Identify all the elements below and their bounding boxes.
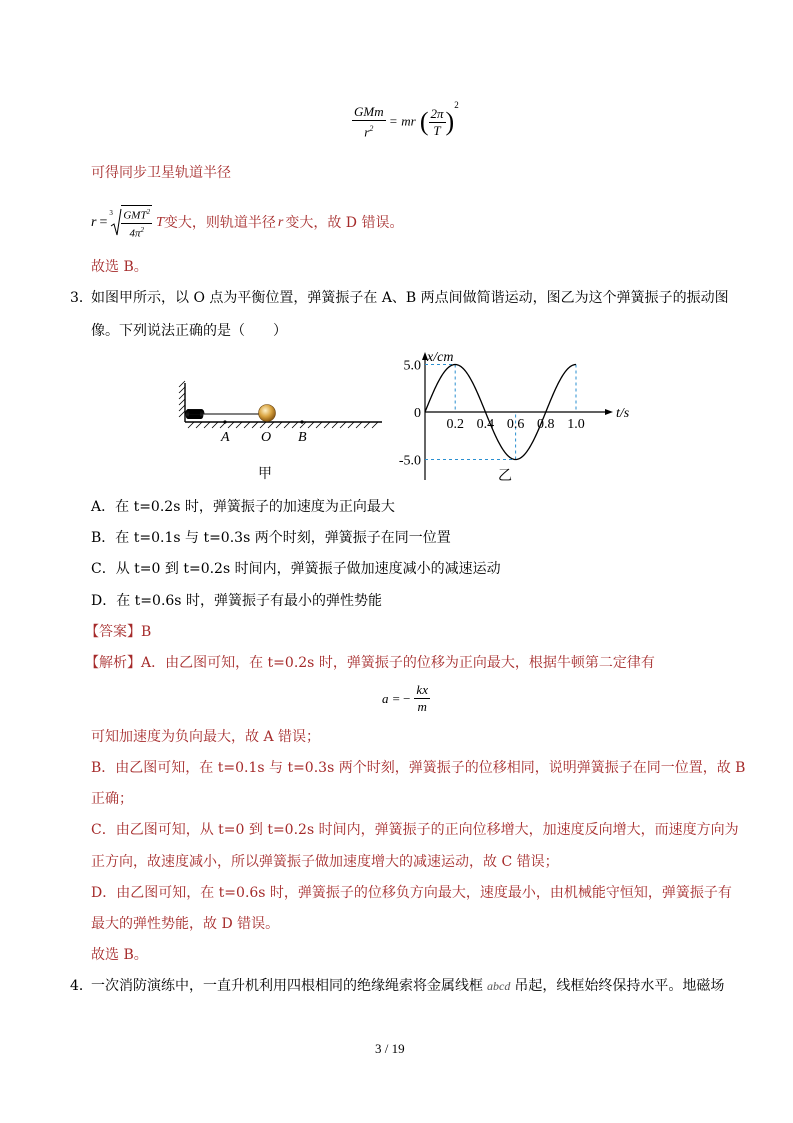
choose-b-line-1: 故选 B。	[91, 259, 148, 275]
analysis-a-conclusion: 可知加速度为负向最大，故 A 错误；	[91, 729, 321, 745]
formula-coef: mr	[401, 113, 416, 129]
q3-stem-line-1: 如图甲所示，以 O 点为平衡位置，弹簧振子在 A、B 两点间做简谐运动，图乙为这个弹簧振子的振动图	[91, 290, 729, 306]
formula-numerator: GMm	[354, 104, 384, 119]
gravitation-formula	[352, 100, 459, 140]
answer-line	[85, 622, 151, 642]
label-O: O	[261, 430, 272, 445]
equals-sign: =	[389, 113, 398, 129]
wall	[179, 381, 185, 422]
caption-jia: 甲	[258, 466, 272, 482]
option-D-letter: D．	[91, 593, 117, 609]
option-B[interactable]	[91, 528, 451, 548]
analysis-b-line-1: B．由乙图可知，在 t=0.1s 与 t=0.3s 两个时刻，弹簧振子的位移相同，说明弹簧振子在同一位置，故 B	[91, 760, 746, 776]
accel-den: m	[417, 699, 427, 714]
x-axis-arrow	[605, 409, 613, 415]
graph-marks	[399, 359, 585, 469]
q4-stem	[91, 976, 724, 996]
y-tick-label: 5.0	[403, 358, 421, 374]
option-C-letter: C．	[91, 561, 116, 577]
analysis-a-text: A．由乙图可知，在 t=0.2s 时，弹簧振子的位移为正向最大，根据牛顿第二定律有	[141, 655, 655, 671]
radius-lhs: r	[91, 214, 97, 230]
choose-b-line-2: 故选 B。	[91, 947, 148, 963]
radius-den-exp: 2	[140, 225, 144, 234]
accel-lhs: a	[382, 690, 389, 706]
radius-den: 4π	[129, 227, 141, 240]
x-tick-label: 0.8	[537, 417, 555, 432]
analysis-a-line	[85, 653, 655, 673]
paren-denominator: T	[433, 122, 441, 138]
var-T: T	[156, 214, 164, 230]
option-A-letter: A．	[91, 499, 116, 515]
radius-formula	[91, 205, 403, 240]
answer-value: B	[141, 624, 152, 640]
page-number: 3 / 19	[375, 1041, 405, 1056]
accel-num: kx	[416, 682, 428, 697]
radius-text-2: 变大，故 D 错误。	[285, 214, 404, 231]
paren-numerator: 2π	[430, 105, 444, 121]
var-r: r	[277, 214, 284, 230]
analysis-d-line-1: D．由乙图可知，在 t=0.6s 时，弹簧振子的位移负方向最大，速度最小，由机械能守恒知，弹簧振子有	[91, 885, 732, 901]
formula-exponent: 2	[369, 124, 374, 133]
q4-text-after: 吊起，线框始终保持水平。地磁场	[514, 978, 725, 994]
root-index: 3	[109, 209, 113, 217]
option-D[interactable]	[91, 591, 382, 611]
q3-stem-line-2: 像。下列说法正确的是（ ）	[91, 323, 287, 339]
x-tick-label: 0.6	[506, 417, 525, 432]
y-tick-label: 0	[414, 406, 421, 421]
option-D-text: 在 t=0.6s 时，弹簧振子有最小的弹性势能	[116, 593, 382, 609]
option-B-text: 在 t=0.1s 与 t=0.3s 两个时刻，弹簧振子在同一位置	[115, 530, 451, 546]
q4-number: 4．	[70, 978, 93, 994]
sync-radius-line: 可得同步卫星轨道半径	[91, 165, 231, 181]
q3-number: 3．	[70, 290, 93, 306]
paren-open: (	[419, 107, 429, 137]
option-C[interactable]	[91, 559, 501, 579]
accel-eq: = −	[392, 690, 411, 706]
analysis-c-line-1: C．由乙图可知，从 t=0 到 t=0.2s 时间内，弹簧振子的正向位移增大，加速度反向增大，而速度方向为	[91, 822, 739, 838]
caption-yi: 乙	[498, 468, 512, 484]
option-B-letter: B．	[91, 530, 116, 546]
radius-eq: =	[99, 214, 108, 230]
figure-spring-oscillator	[178, 378, 388, 488]
q4-text-before: 一次消防演练中，一直升机利用四根相同的绝缘绳索将金属线框	[91, 978, 483, 994]
x-tick-label: 0.4	[476, 417, 495, 432]
analysis-tag: 【解析】	[85, 655, 141, 671]
option-A[interactable]	[91, 497, 395, 517]
option-A-text: 在 t=0.2s 时，弹簧振子的加速度为正向最大	[115, 499, 395, 515]
cube-root	[110, 205, 152, 240]
paren-exponent: 2	[454, 100, 459, 111]
option-C-text: 从 t=0 到 t=0.2s 时间内，弹簧振子做加速度减小的减速运动	[115, 561, 501, 577]
analysis-b-line-2: 正确；	[91, 791, 133, 807]
accel-formula	[382, 682, 430, 715]
point-B	[300, 420, 303, 423]
analysis-c-line-2: 正方向，故速度减小，所以弹簧振子做加速度增大的减速运动，故 C 错误；	[91, 854, 559, 870]
x-axis-label: t/s	[616, 406, 630, 421]
radius-num-exp: 2	[146, 208, 151, 216]
label-B: B	[298, 430, 307, 445]
q4-frame: abcd	[487, 979, 511, 993]
radius-num: GMT	[123, 209, 147, 222]
radius-text-1: 变大，则轨道半径	[163, 214, 276, 231]
formula-denominator: r	[364, 124, 370, 140]
y-axis-label: x/cm	[427, 350, 454, 365]
oscillator-ball	[259, 405, 276, 422]
x-tick-label: 1.0	[567, 417, 585, 432]
point-A	[223, 420, 226, 423]
answer-tag: 【答案】	[85, 624, 141, 640]
ground	[185, 422, 382, 428]
analysis-d-line-2: 最大的弹性势能，故 D 错误。	[91, 916, 280, 932]
figure-vibration-graph	[380, 345, 640, 490]
y-tick-label: -5.0	[398, 453, 421, 469]
axis-texts	[426, 350, 630, 421]
spring	[185, 410, 260, 419]
label-A: A	[221, 430, 230, 445]
x-tick-label: 0.2	[446, 417, 464, 432]
paren-close: )	[445, 107, 455, 137]
